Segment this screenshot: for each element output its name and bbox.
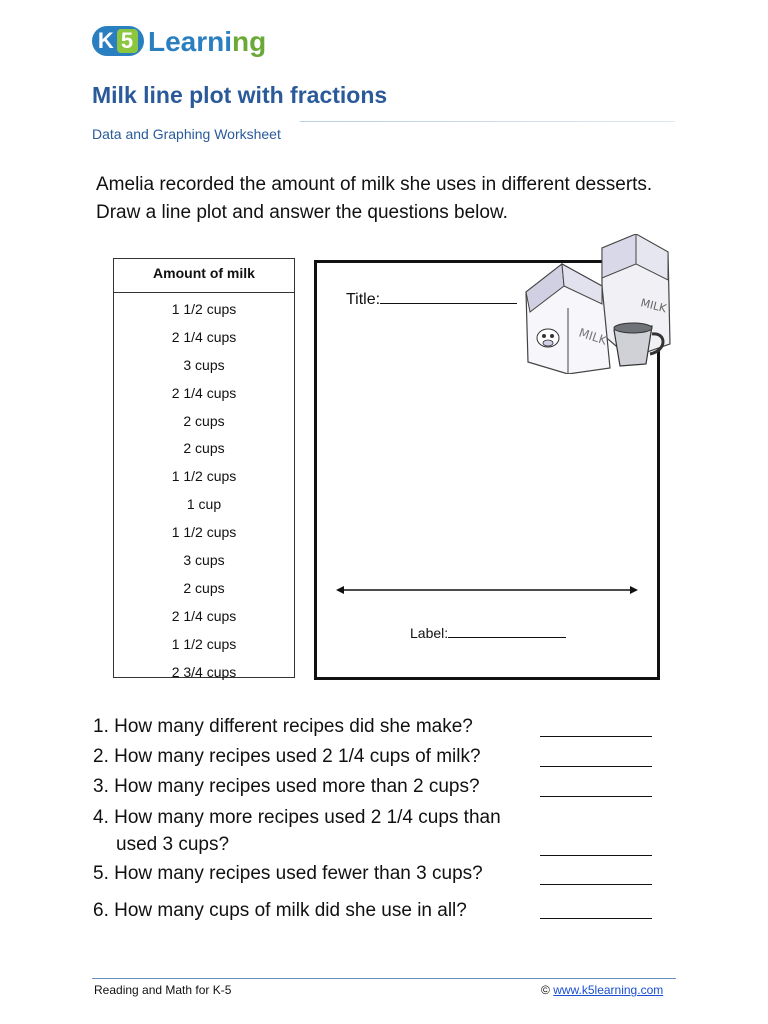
carton-text-back: MILK [639, 296, 668, 316]
table-row: 1 1/2 cups [171, 524, 237, 541]
milk-carton-front-icon [526, 264, 610, 374]
footer-tagline: Reading and Math for K-5 [94, 983, 232, 997]
table-header: Amount of milk [114, 259, 294, 293]
answer-blank-5[interactable] [540, 884, 652, 885]
plot-axis-label: Label: [410, 625, 449, 641]
question-3: 3. How many recipes used more than 2 cups? [93, 776, 480, 797]
table-row: 2 cups [183, 579, 225, 596]
logo-badge [92, 26, 144, 56]
website-link[interactable]: www.k5learning.com [553, 983, 664, 997]
worksheet-subtitle: Data and Graphing Worksheet [92, 126, 281, 142]
question-2: 2. How many recipes used 2 1/4 cups of milk? [93, 746, 481, 767]
instructions-text: Amelia recorded the amount of milk she uses in different desserts. Draw a line plot and answer the questions below. [96, 174, 653, 223]
table-row: 2 1/4 cups [171, 328, 237, 345]
plot-title-blank[interactable] [380, 289, 517, 304]
logo-k: K [97, 28, 115, 53]
answer-blank-1[interactable] [540, 736, 652, 737]
question-4: 4. How many more recipes used 2 1/4 cups than [93, 807, 501, 828]
carton-text-front: MILK [577, 325, 609, 348]
copyright-symbol: © [541, 983, 550, 997]
k5-learning-logo [92, 24, 267, 60]
question-4-continued: used 3 cups? [116, 834, 230, 855]
table-row: 2 1/4 cups [171, 607, 237, 624]
plot-label-blank[interactable] [448, 625, 566, 638]
plot-title-label: Title: [346, 291, 381, 308]
logo-5: 5 [117, 29, 138, 53]
table-row: 2 3/4 cups [171, 663, 237, 680]
answer-blank-2[interactable] [540, 766, 652, 767]
question-5: 5. How many recipes used fewer than 3 cups? [93, 863, 483, 884]
question-1: 1. How many different recipes did she make? [93, 716, 473, 737]
plot-title-field[interactable] [346, 289, 517, 309]
milk-cartons-illustration [518, 234, 674, 374]
table-row: 2 1/4 cups [171, 384, 237, 401]
milk-data-table [113, 258, 295, 678]
logo-wordmark [148, 24, 266, 60]
footer-copyright [541, 983, 663, 997]
table-row: 1 1/2 cups [171, 635, 237, 652]
question-6: 6. How many cups of milk did she use in all? [93, 900, 467, 921]
table-row: 2 cups [183, 412, 225, 429]
footer-divider [92, 978, 676, 979]
answer-blank-6[interactable] [540, 918, 652, 919]
worksheet-title: Milk line plot with fractions [92, 82, 388, 108]
logo-word-b: ng [232, 26, 267, 57]
plot-label-field[interactable] [410, 625, 566, 641]
number-line-arrow [336, 582, 638, 598]
table-row: 3 cups [183, 356, 225, 373]
answer-blank-3[interactable] [540, 796, 652, 797]
table-row: 1 cup [186, 496, 222, 513]
table-row: 1 1/2 cups [171, 301, 237, 317]
table-body [114, 293, 294, 686]
table-row: 3 cups [183, 552, 225, 569]
table-row: 2 cups [183, 440, 225, 457]
answer-blank-4[interactable] [540, 855, 652, 856]
header-divider [300, 121, 675, 122]
logo-word-a: Learni [148, 26, 233, 57]
table-row: 1 1/2 cups [171, 468, 237, 485]
